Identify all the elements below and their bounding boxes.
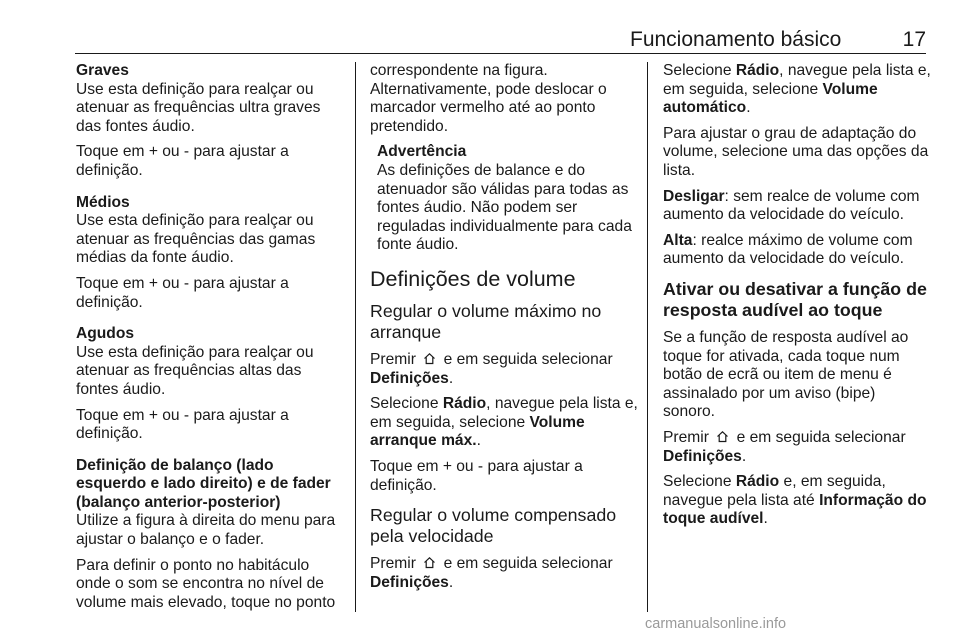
max-adjust: Toque em + ou - para ajustar a definição. bbox=[370, 457, 583, 494]
home-icon bbox=[716, 430, 729, 443]
premir-rest: e em seguida selecionar bbox=[443, 350, 613, 368]
page-number: 17 bbox=[902, 28, 926, 51]
column-divider-2 bbox=[647, 62, 648, 612]
max-volume-heading: Regular o volume máximo no arranque bbox=[370, 300, 602, 342]
definicoes-label: Definições bbox=[370, 369, 449, 387]
touch-selecione-para bbox=[663, 473, 931, 529]
volume-settings-heading: Definições de volume bbox=[370, 266, 576, 291]
warning-title: Advertência bbox=[377, 143, 467, 161]
radio-label: Rádio bbox=[735, 62, 780, 79]
para-ajustar: Para ajustar o grau de adaptação do volume, selecione uma das opções da lista. bbox=[663, 124, 929, 179]
header-title: Funcionamento básico bbox=[630, 28, 842, 51]
premir-rest: e em seguida selecionar bbox=[443, 555, 613, 573]
max-premir-para bbox=[370, 351, 638, 388]
period: . bbox=[448, 573, 454, 591]
volume-arranque-label: Volume arranque máx. bbox=[370, 413, 585, 450]
navegue-text: , navegue pela lista e, em seguida, selecione bbox=[370, 395, 638, 431]
volume-automatico-label: Volume automático bbox=[663, 80, 878, 117]
medios-title: Médios bbox=[76, 193, 130, 211]
period: . bbox=[476, 432, 481, 450]
agudos-adjust: Toque em + ou - para ajustar a definição. bbox=[76, 406, 289, 443]
warning-box bbox=[370, 143, 638, 255]
column-divider-1 bbox=[355, 62, 356, 612]
header-rule bbox=[75, 53, 926, 54]
agudos-desc: Use esta definição para realçar ou atenuar as frequências altas das fontes áudio. bbox=[76, 343, 314, 398]
section-balance bbox=[76, 457, 341, 613]
touch-feedback-desc: Se a função de resposta audível ao toque for ativada, cada toque num botão de ecrã ou item de menu é assinalado por um aviso (bipe) sonoro. bbox=[663, 328, 909, 421]
selecione-text: Selecione bbox=[370, 395, 439, 413]
warning-text: As definições de balance e do atenuador são válidas para todas as fontes áudio. Não podem ser reguladas individualmente para cada fonte áudio. bbox=[377, 161, 632, 254]
balance-title: Definição de balanço (lado esquerdo e lado direito) e de fader (balanço anterior-posterior) bbox=[76, 456, 331, 511]
max-selecione-para bbox=[370, 395, 638, 451]
desligar-label: Desligar bbox=[663, 187, 725, 205]
balance-cont-2: Alternativamente, pode deslocar o marcador vermelho até ao ponto pretendido. bbox=[370, 80, 607, 135]
speed-volume-heading: Regular o volume compensado pela velocidade bbox=[370, 505, 617, 547]
selecione-text: Selecione bbox=[663, 473, 732, 491]
speed-premir-para bbox=[370, 555, 638, 592]
period: . bbox=[741, 447, 747, 465]
graves-adjust: Toque em + ou - para ajustar a definição. bbox=[76, 143, 289, 179]
section-medios bbox=[76, 194, 341, 313]
radio-label: Rádio bbox=[442, 395, 487, 413]
navegue-text: , navegue pela lista e, em seguida, selecione bbox=[663, 62, 931, 98]
definicoes-label: Definições bbox=[663, 447, 742, 465]
section-agudos bbox=[76, 325, 341, 444]
premir-text: Premir bbox=[663, 428, 709, 446]
column-3 bbox=[663, 62, 931, 536]
column-1 bbox=[76, 62, 341, 619]
premir-rest: e em seguida selecionar bbox=[736, 428, 906, 446]
period: . bbox=[746, 99, 751, 117]
balance-cont-1: correspondente na figura. bbox=[370, 62, 548, 79]
alta-desc: : realce máximo de volume com aumento da velocidade do veículo. bbox=[663, 231, 913, 268]
section-graves bbox=[76, 62, 341, 181]
medios-desc: Use esta definição para realçar ou atenuar as frequências das gamas médias da fonte áudio. bbox=[76, 212, 316, 267]
medios-adjust: Toque em + ou - para ajustar a definição. bbox=[76, 274, 289, 311]
period: . bbox=[763, 510, 768, 528]
balance-desc: Utilize a figura à direita do menu para ajustar o balanço e o fader. bbox=[76, 512, 336, 549]
touch-feedback-heading: Ativar ou desativar a função de resposta audível ao toque bbox=[663, 278, 927, 320]
desligar-para bbox=[663, 188, 931, 225]
selecione-text: Selecione bbox=[663, 62, 732, 79]
graves-desc: Use esta definição para realçar ou atenuar as frequências ultra graves das fontes áudio. bbox=[76, 80, 321, 135]
premir-text: Premir bbox=[370, 350, 416, 368]
page-header bbox=[630, 22, 926, 52]
period: . bbox=[448, 369, 454, 387]
informacao-toque-label: Informação do toque audível bbox=[663, 491, 927, 528]
agudos-title: Agudos bbox=[76, 325, 135, 343]
alta-para bbox=[663, 232, 931, 269]
desligar-desc: : sem realce de volume com aumento da velocidade do veículo. bbox=[663, 187, 920, 224]
definicoes-label: Definições bbox=[370, 573, 449, 591]
graves-title: Graves bbox=[76, 62, 129, 79]
watermark: carmanualsonline.info bbox=[645, 616, 787, 632]
home-icon bbox=[423, 352, 436, 365]
auto-selecione-para bbox=[663, 62, 931, 118]
column-2 bbox=[370, 62, 638, 599]
home-icon bbox=[423, 556, 436, 569]
em-seguida-text: e, em seguida, navegue pela lista até bbox=[663, 473, 886, 509]
premir-text: Premir bbox=[370, 555, 416, 573]
radio-label: Rádio bbox=[735, 473, 780, 491]
touch-premir-para bbox=[663, 429, 931, 466]
balance-para: Para definir o ponto no habitáculo onde o som se encontra no nível de volume mais elevado, toque no ponto bbox=[76, 556, 336, 611]
alta-label: Alta bbox=[663, 231, 693, 249]
